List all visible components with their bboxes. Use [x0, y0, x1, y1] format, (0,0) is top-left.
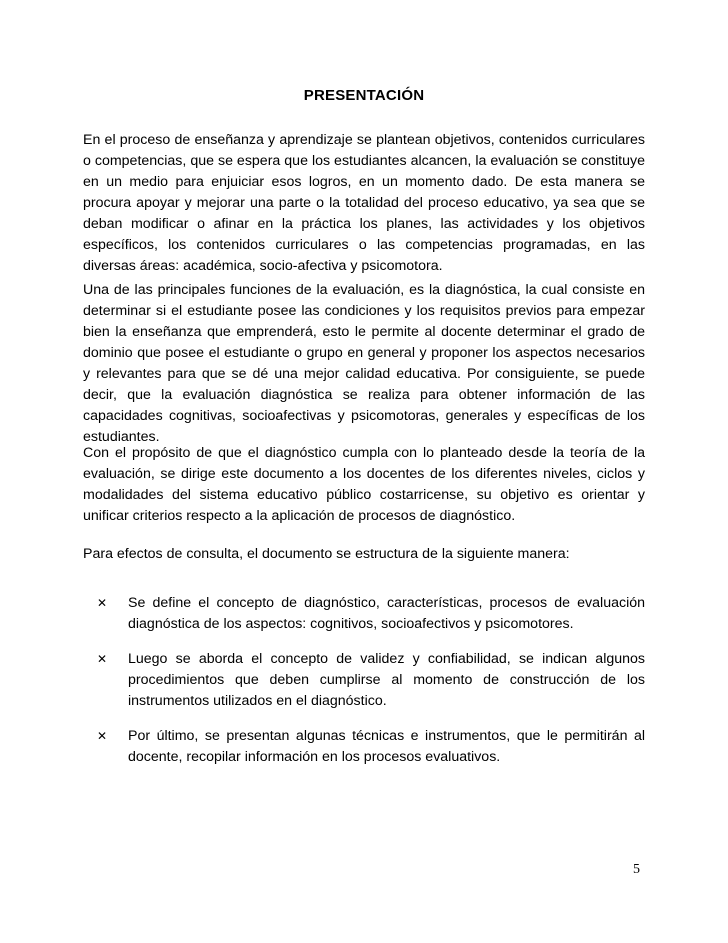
list-item-text: Por último, se presentan algunas técnicas e instrumentos, que le permitirán al docente, recopilar información en los procesos evaluativos. — [128, 728, 645, 765]
paragraph-structure-intro: Para efectos de consulta, el documento se estructura de la siguiente manera: — [83, 546, 570, 562]
page-title: PRESENTACIÓN — [303, 87, 425, 104]
paragraph-purpose: Con el propósito de que el diagnóstico cumpla con lo planteado desde la teoría de la evaluación, se dirige este documento a los docentes de los diferentes niveles, ciclos y modalidades del sistema educativo público costarricense, su objetivo es orientar y unificar criterios respecto a la aplicación de procesos de diagnóstico. — [83, 445, 645, 524]
x-mark-icon: ✕ — [97, 596, 108, 610]
x-mark-icon: ✕ — [97, 652, 108, 666]
x-mark-icon: ✕ — [97, 729, 108, 743]
paragraph-intro: En el proceso de enseñanza y aprendizaje se plantean objetivos, contenidos curriculares o competencias, que se espera que los estudiantes alcancen, la evaluación se constituye en un medio para enjuiciar esos logros, en un momento dado. De esta manera se procura apoyar y mejorar una parte o la totalidad del proceso educativo, ya sea que se deban modificar o afinar en la práctica los planes, las actividades y los objetivos específicos, los contenidos curriculares o las competencias programadas, en las diversas áreas: académica, socio-afectiva y psicomotora. — [83, 132, 645, 274]
paragraph-diagnostic-function: Una de las principales funciones de la evaluación, es la diagnóstica, la cual consiste en determinar si el estudiante posee las condiciones y los requisitos previos para empezar bien la enseñanza que emprenderá, esto le permite al docente determinar el grado de dominio que posee el estudiante o grupo en general y proponer los aspectos necesarios y relevantes para que se dé una mejor calidad educativa. Por consiguiente, se puede decir, que la evaluación diagnóstica se realiza para obtener información de las capacidades cognitivas, socioafectivas y psicomotoras, generales y específicas de los estudiantes. — [83, 282, 645, 445]
list-item — [97, 726, 645, 768]
structure-list — [97, 593, 645, 782]
list-item-text: Se define el concepto de diagnóstico, características, procesos de evaluación diagnóstica de los aspectos: cognitivos, socioafectivos y psicomotores. — [128, 595, 645, 632]
list-item-text: Luego se aborda el concepto de validez y confiabilidad, se indican algunos procedimientos que deben cumplirse al momento de construcción de los instrumentos utilizados en el diagnóstico. — [128, 651, 645, 709]
list-item — [97, 593, 645, 635]
page-number: 5 — [633, 862, 640, 877]
list-item — [97, 649, 645, 712]
